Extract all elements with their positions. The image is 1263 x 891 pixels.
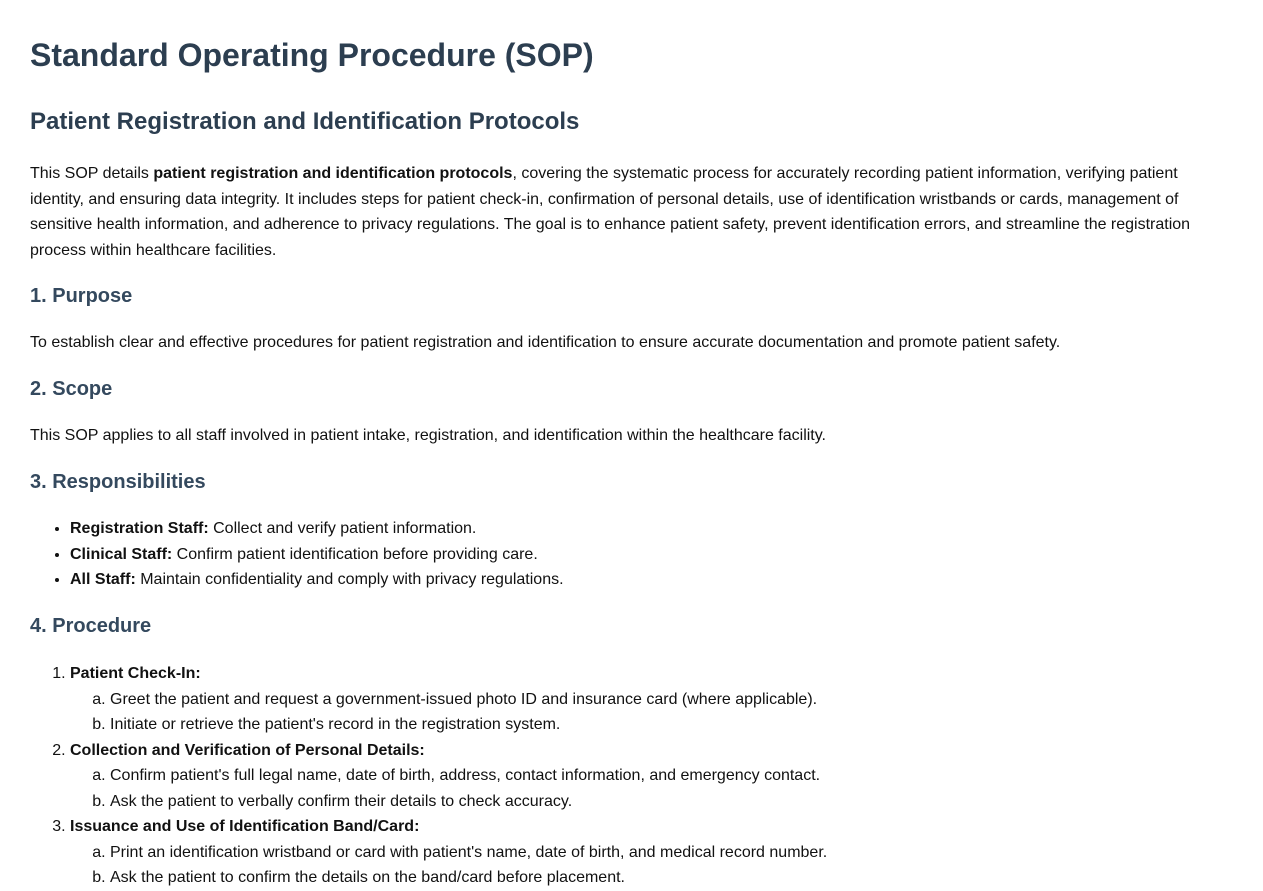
responsibilities-list [30,516,564,593]
substep: b. Ask the patient to verbally confirm their details to check accuracy. [110,789,827,815]
procedure-step [70,661,827,738]
substep: b. Initiate or retrieve the patient's record in the registration system. [110,712,827,738]
role-label: Registration Staff: [70,520,209,537]
substep-list [70,840,827,891]
scope-text: This SOP applies to all staff involved in patient intake, registration, and identification within the healthcare facility. [30,427,826,444]
intro-bold-text: patient registration and identification protocols [153,165,513,182]
substep-list [70,763,827,814]
role-label: All Staff: [70,571,136,588]
step-title: Issuance and Use of Identification Band/Card: [70,818,420,835]
substep: a. Confirm patient's full legal name, date of birth, address, contact information, and emergency contact. [110,763,827,789]
step-title: Collection and Verification of Personal Details: [70,741,425,759]
substep-list [70,687,827,738]
role-description: Confirm patient identification before providing care. [172,545,538,563]
scope-heading: 2. Scope [30,378,113,400]
substep: b. Ask the patient to confirm the details on the band/card before placement. [110,865,827,891]
list-item [70,516,564,542]
document-subtitle: Patient Registration and Identification Protocols [30,108,580,135]
procedure-step [70,738,827,815]
list-item [70,542,564,568]
step-title: Patient Check-In: [70,665,201,682]
role-label: Clinical Staff: [70,545,173,563]
purpose-heading: 1. Purpose [30,285,133,307]
procedure-steps [30,661,827,891]
substep: a. Print an identification wristband or card with patient's name, date of birth, and medical record number. [110,840,827,866]
procedure-step [70,814,827,891]
responsibilities-heading: 3. Responsibilities [30,471,206,493]
intro-prefix: This SOP details [30,165,154,182]
substep: a. Greet the patient and request a government-issued photo ID and insurance card (where applicable). [110,687,827,713]
role-description: Maintain confidentiality and comply with privacy regulations. [135,571,564,588]
intro-paragraph [30,161,1195,263]
role-description: Collect and verify patient information. [208,520,477,537]
list-item [70,567,564,593]
procedure-heading: 4. Procedure [30,615,152,637]
intro-suffix: , covering the systematic process for accurately recording patient information, verifying patient identity, and ensuring data integrity. It includes steps for patient check-in, confirmation of personal details, use of identification wristbands or cards, management of sensitive health information, and adherence to privacy regulations. The goal is to enhance patient safety, prevent identification errors, and streamline the registration process within healthcare facilities. [30,165,1191,259]
page-title: Standard Operating Procedure (SOP) [30,37,594,73]
purpose-text: To establish clear and effective procedures for patient registration and identification to ensure accurate documentation and promote patient safety. [30,334,1061,351]
